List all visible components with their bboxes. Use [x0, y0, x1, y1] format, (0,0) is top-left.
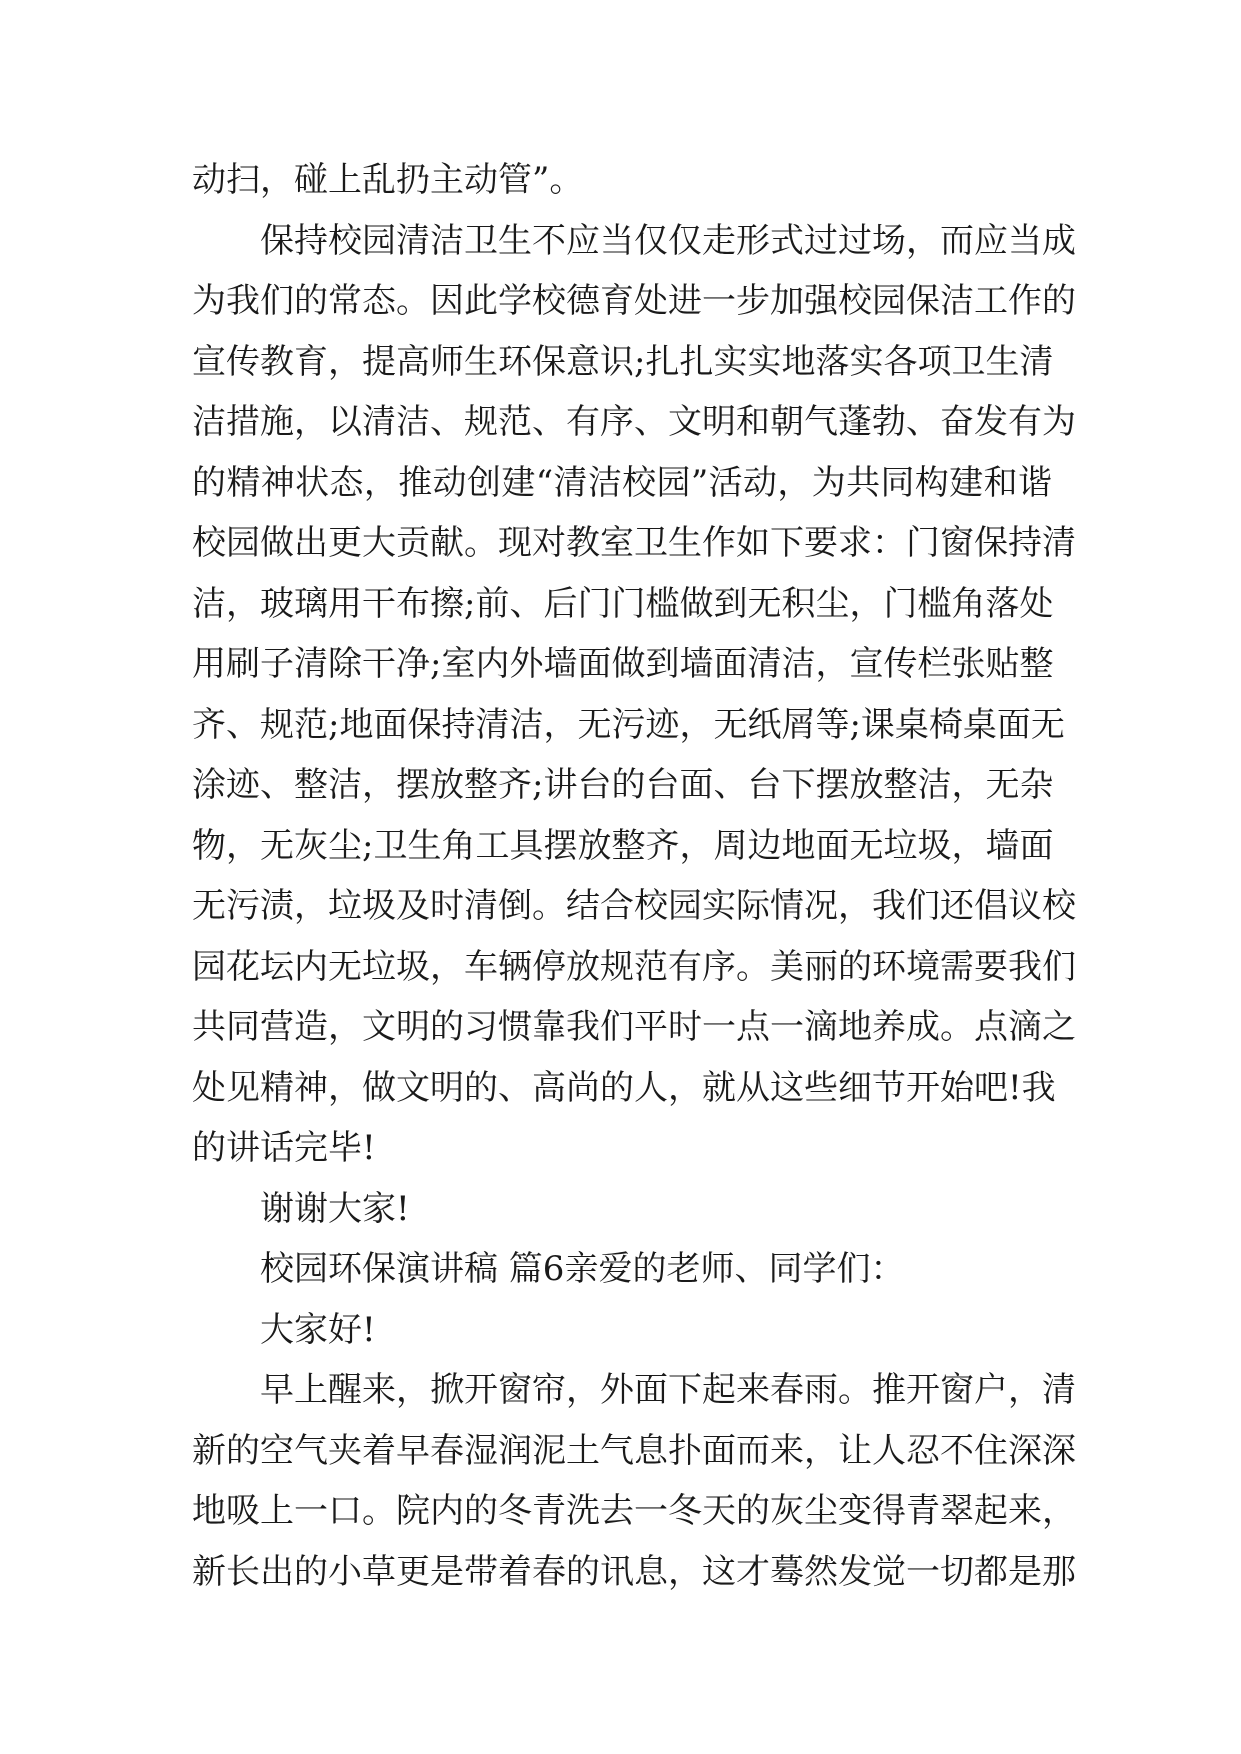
text-line: 的精神状态，推动创建“清洁校园”活动，为共同构建和谐	[192, 462, 1052, 503]
text-line: 物，无灰尘;卫生角工具摆放整齐，周边地面无垃圾，墙面	[192, 825, 1054, 866]
text-line: 大家好!	[260, 1309, 376, 1350]
text-line: 齐、规范;地面保持清洁，无污迹，无纸屑等;课桌椅桌面无	[192, 704, 1065, 745]
text-line: 处见精神，做文明的、高尚的人，就从这些细节开始吧!我	[192, 1067, 1056, 1108]
text-line: 新的空气夹着早春湿润泥土气息扑面而来，让人忍不住深深	[192, 1430, 1076, 1471]
text-line: 校园做出更大贡献。现对教室卫生作如下要求：门窗保持清	[192, 523, 1076, 563]
body-text	[192, 150, 1076, 1602]
text-line: 的讲话完毕!	[192, 1128, 376, 1168]
text-line: 早上醒来，掀开窗帘，外面下起来春雨。推开窗户，清	[260, 1370, 1076, 1410]
text-line: 共同营造，文明的习惯靠我们平时一点一滴地养成。点滴之	[192, 1007, 1076, 1047]
text-line: 谢谢大家!	[260, 1188, 410, 1229]
section-heading: 校园环保演讲稿 篇6亲爱的老师、同学们：	[260, 1249, 905, 1289]
text-line: 涂迹、整洁，摆放整齐;讲台的台面、台下摆放整洁，无杂	[192, 765, 1054, 805]
text-line: 宣传教育，提高师生环保意识;扎扎实实地落实各项卫生清	[192, 341, 1054, 382]
text-line: 洁措施，以清洁、规范、有序、文明和朝气蓬勃、奋发有为	[192, 402, 1076, 442]
text-line: 洁，玻璃用干布擦;前、后门门槛做到无积尘，门槛角落处	[192, 583, 1054, 624]
text-line: 保持校园清洁卫生不应当仅仅走形式过过场，而应当成	[260, 220, 1076, 261]
text-line: 动扫，碰上乱扔主动管”。	[192, 160, 584, 200]
text-line: 用刷子清除干净;室内外墙面做到墙面清洁，宣传栏张贴整	[192, 644, 1054, 684]
text-line: 新长出的小草更是带着春的讯息，这才蓦然发觉一切都是那	[192, 1551, 1076, 1592]
text-line: 地吸上一口。院内的冬青洗去一冬天的灰尘变得青翠起来，	[192, 1491, 1076, 1531]
text-line: 园花坛内无垃圾，车辆停放规范有序。美丽的环境需要我们	[192, 946, 1076, 987]
text-line: 无污渍，垃圾及时清倒。结合校园实际情况，我们还倡议校	[192, 886, 1076, 926]
text-line: 为我们的常态。因此学校德育处进一步加强校园保洁工作的	[192, 281, 1076, 321]
